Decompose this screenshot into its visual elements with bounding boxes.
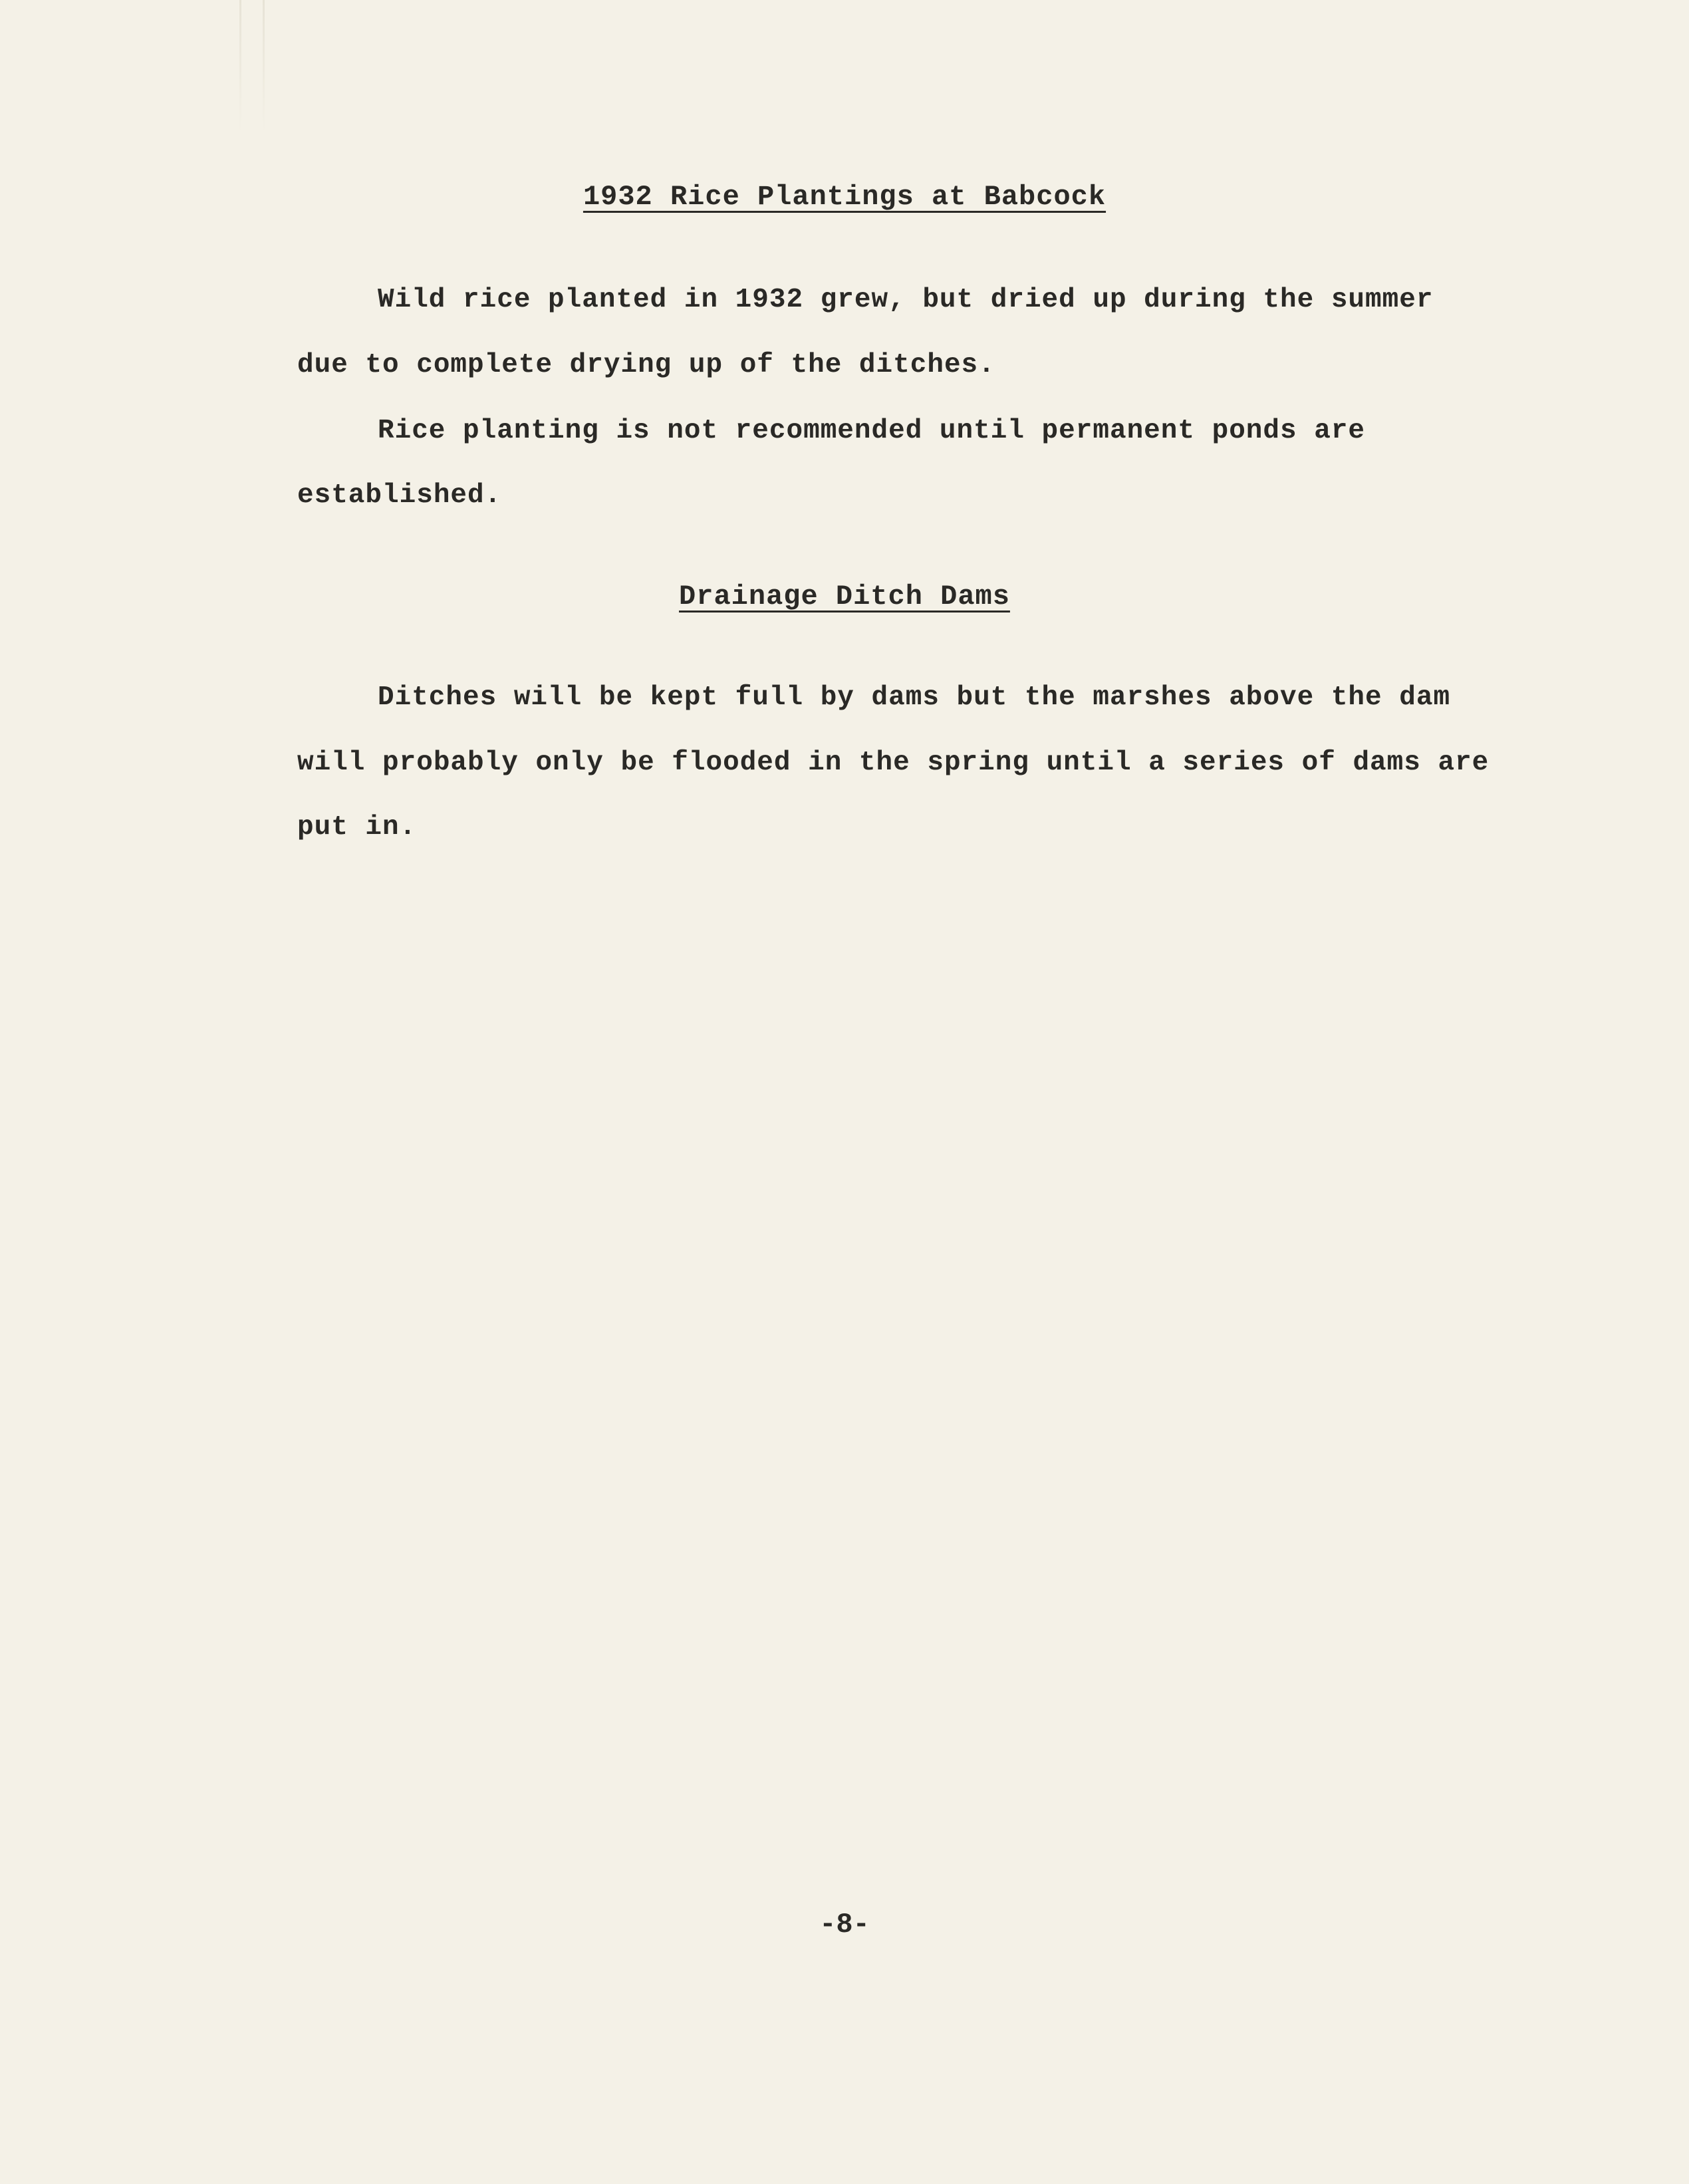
paragraph-line: Wild rice planted in 1932 grew, but dried up during the summer xyxy=(378,285,1434,315)
paragraph-line: due to complete drying up of the ditches. xyxy=(297,350,995,380)
section-heading-drainage-ditch-dams xyxy=(0,581,1689,613)
section-heading-text: Drainage Ditch Dams xyxy=(679,581,1010,613)
paragraph-line: will probably only be flooded in the spring until a series of dams are xyxy=(297,748,1490,778)
page-number: -8- xyxy=(819,1909,870,1941)
paper-crease xyxy=(239,0,241,133)
paragraph-line: Rice planting is not recommended until permanent ponds are xyxy=(378,416,1366,446)
paragraph-line: put in. xyxy=(297,812,417,843)
paragraph-line: established. xyxy=(297,480,502,511)
paper-crease xyxy=(263,0,265,133)
section-heading-rice-plantings xyxy=(0,181,1689,213)
paragraph-line: Ditches will be kept full by dams but the marshes above the dam xyxy=(378,682,1451,713)
section-heading-text: 1932 Rice Plantings at Babcock xyxy=(583,181,1106,213)
